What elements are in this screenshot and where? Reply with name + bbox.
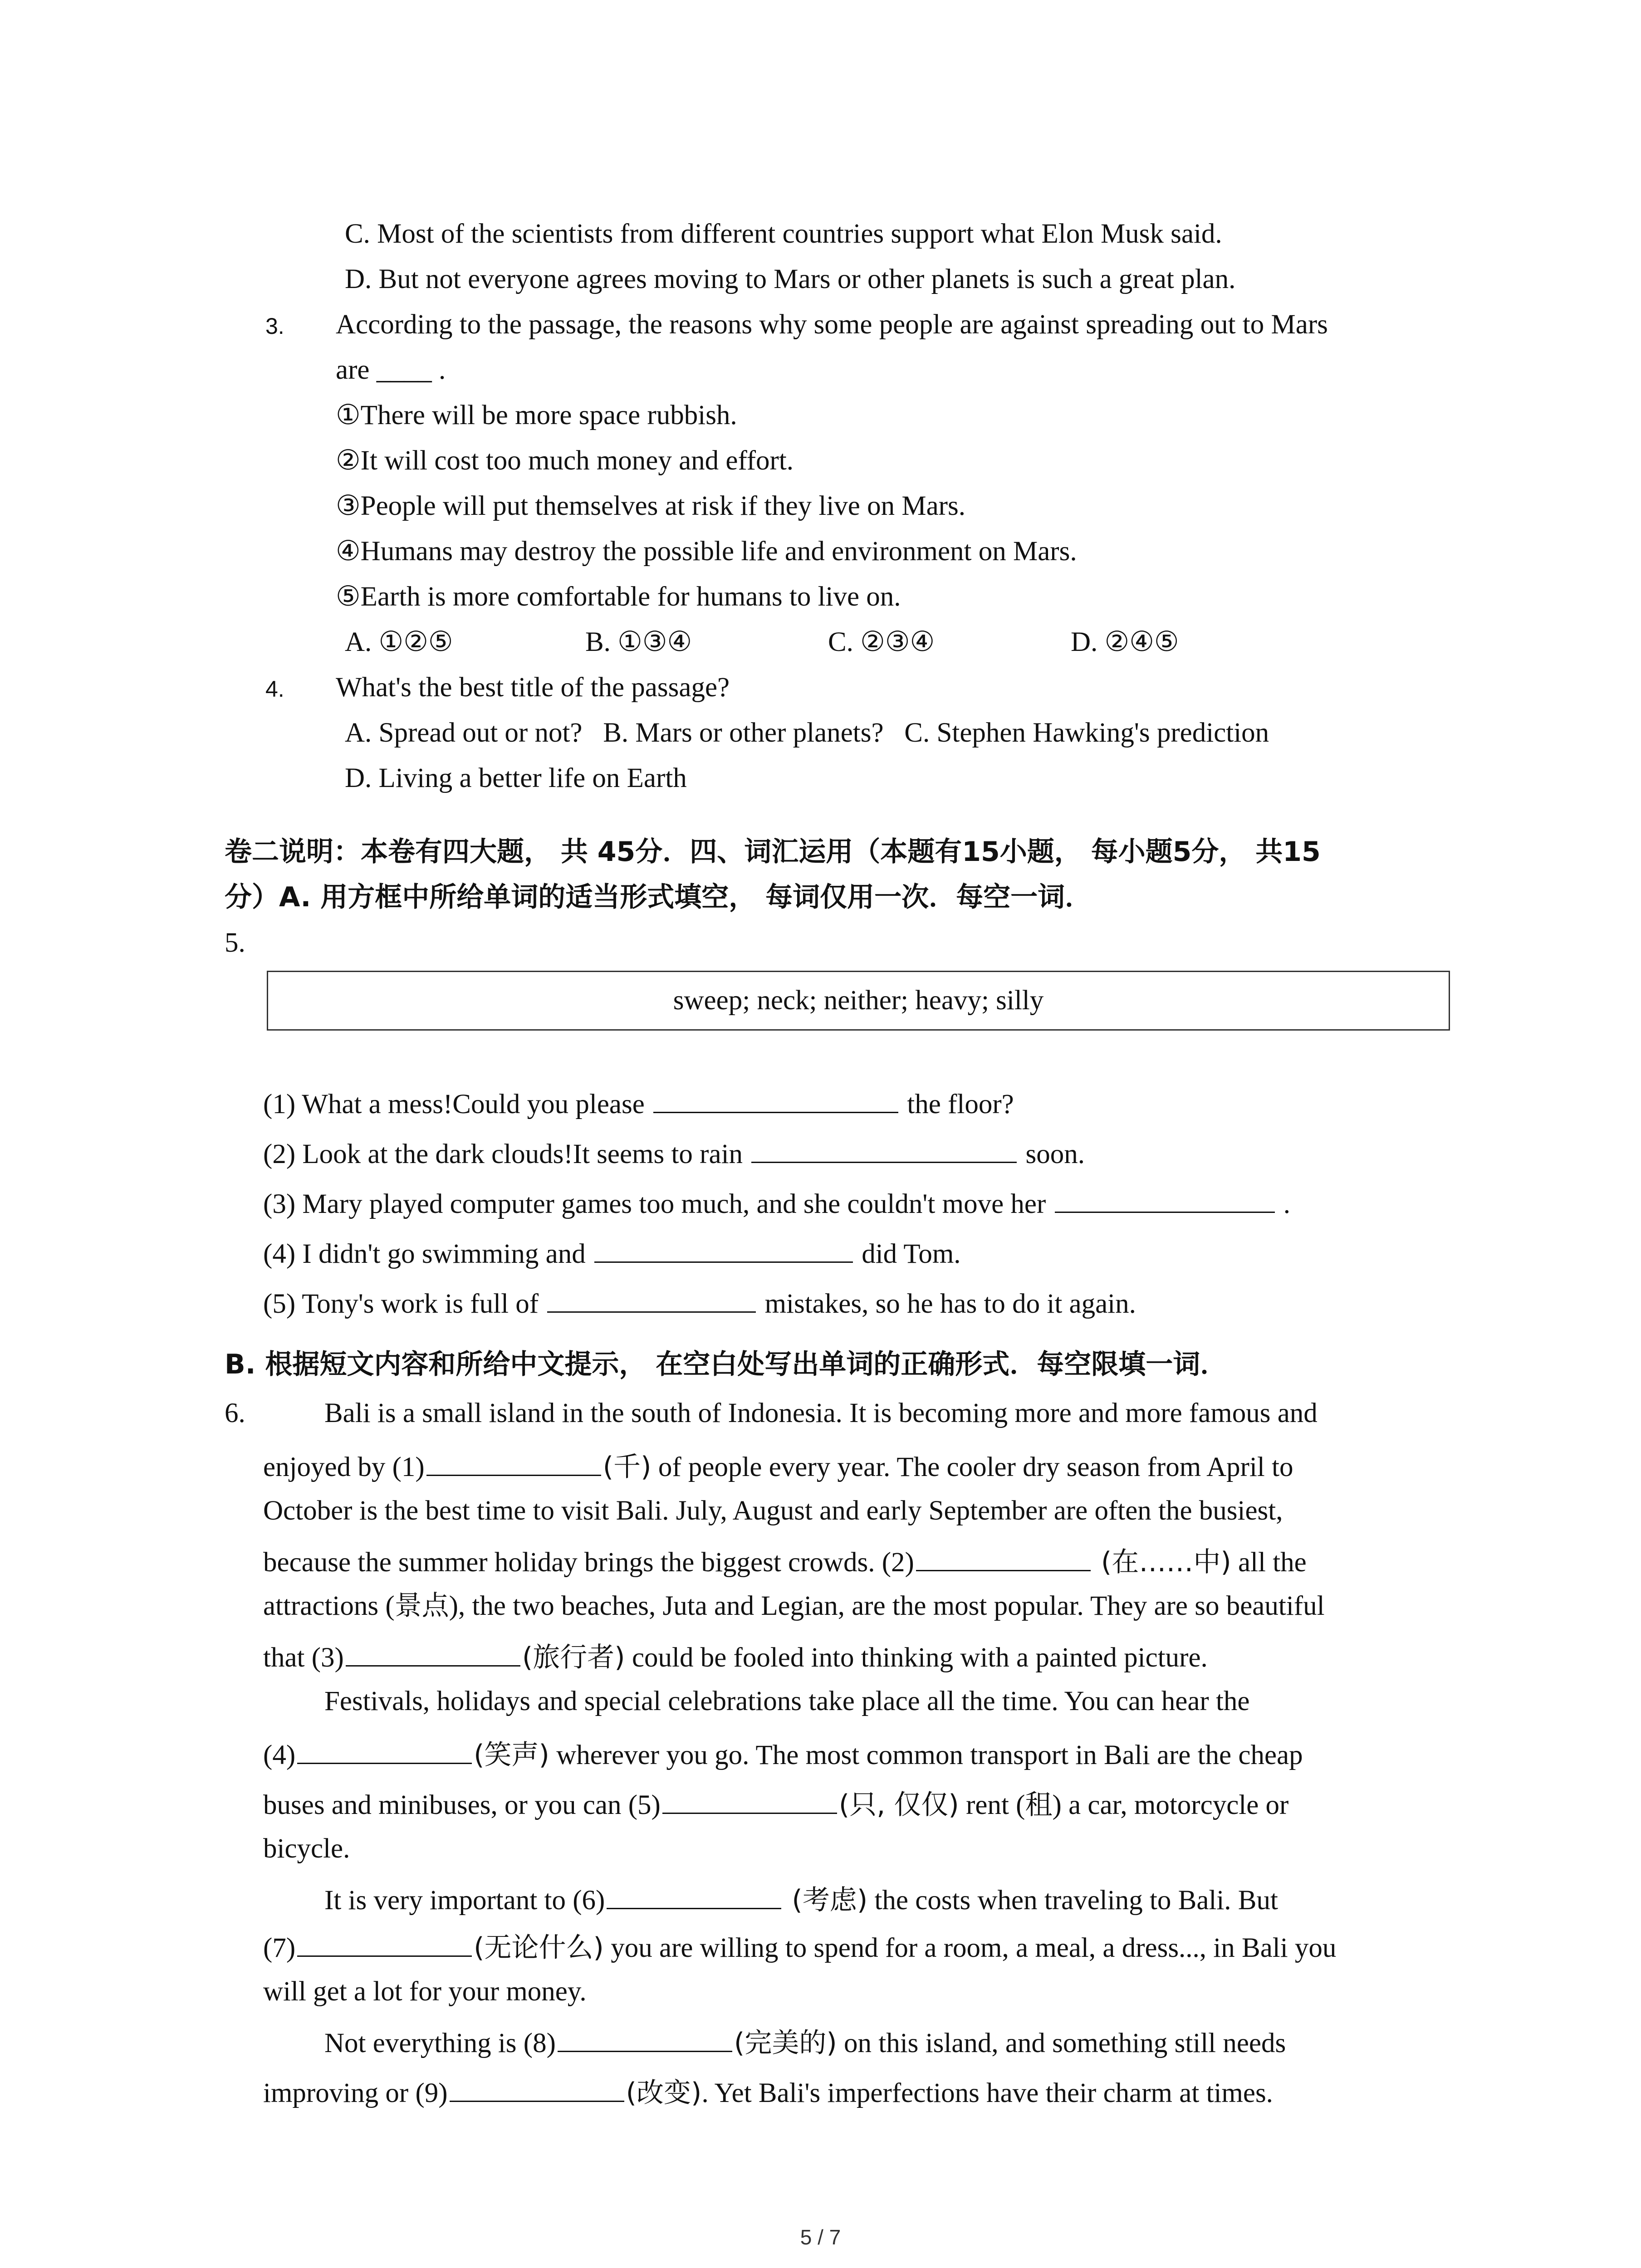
word-box [267,971,1450,1031]
q6-p2-line2: (4) (笑声) wherever you go. The most common transport in Bali are the cheap [263,1737,1303,1769]
answer-blank[interactable] [297,1737,472,1764]
answer-blank[interactable] [547,1286,756,1313]
word-box-text: sweep; neck; neither; heavy; silly [673,985,1044,1016]
section2-header-line1: 卷二说明：本卷有四大题， 共 45分．四、词汇运用（本题有15小题， 每小题5分， 共15 [225,836,1321,868]
q6-p3-line3: will get a lot for your money. [263,1976,587,2007]
answer-blank[interactable] [751,1136,1017,1163]
q3-item: ④Humans may destroy the possible life and environment on Mars. [336,536,1077,567]
q3-item: ②It will cost too much money and effort. [336,445,794,476]
q6-p1-line6: that (3) (旅行者) could be fooled into thinking with a painted picture. [263,1640,1208,1672]
q6-p4-line1: Not everything is (8) (完美的) on this island, and something still needs [324,2025,1286,2057]
q4-options-line1: A. Spread out or not? B. Mars or other planets? C. Stephen Hawking's prediction [345,718,1269,748]
q2-option-c: C. Most of the scientists from different countries support what Elon Musk said. [345,219,1222,249]
q4-stem: What's the best title of the passage? [336,672,730,703]
q5-sentence-5: (5) Tony's work is full of mistakes, so he has to do it again. [263,1286,1136,1318]
q5-sentence-2: (2) Look at the dark clouds!It seems to rain soon. [263,1136,1085,1168]
q5-sentence-1: (1) What a mess!Could you please the floor? [263,1086,1014,1118]
q6-p1-line4: because the summer holiday brings the biggest crowds. (2) (在……中) all the [263,1545,1307,1576]
answer-blank[interactable] [558,2025,732,2052]
section2-header-line2: 分）A. 用方框中所给单词的适当形式填空， 每词仅用一次．每空一词． [225,881,1092,913]
q6-number: 6. [225,1398,245,1428]
page-number: 5 / 7 [800,2225,841,2249]
q5-number: 5. [225,928,245,958]
q6-p2-line1: Festivals, holidays and special celebrations take place all the time. You can hear the [324,1686,1250,1716]
answer-blank[interactable] [346,1640,520,1667]
answer-blank[interactable] [916,1545,1091,1571]
q6-p2-line3: buses and minibuses, or you can (5) (只, 仅仅) rent (租) a car, motorcycle or [263,1787,1288,1819]
answer-blank[interactable] [607,1882,781,1909]
answer-blank[interactable] [594,1236,853,1263]
q6-p1-line2: enjoyed by (1) (千) of people every year. The cooler dry season from April to [263,1449,1293,1481]
q6-p2-line4: bicycle. [263,1833,350,1864]
q3-item: ⑤Earth is more comfortable for humans to live on. [336,582,901,612]
sectionB-header: B. 根据短文内容和所给中文提示， 在空白处写出单词的正确形式．每空限填一词． [225,1349,1228,1380]
answer-blank[interactable] [662,1787,837,1814]
q6-p4-line2: improving or (9) (改变). Yet Bali's imperfections have their charm at times. [263,2075,1273,2107]
answer-blank[interactable] [426,1449,601,1476]
q3-item: ③People will put themselves at risk if they live on Mars. [336,491,965,521]
answer-blank[interactable] [297,1930,472,1957]
q3-stem-line2: are ____ . [336,355,446,385]
q3-option-a: A. ①②⑤ [345,627,453,657]
answer-blank[interactable] [1055,1186,1275,1213]
q6-p1-line3: October is the best time to visit Bali. July, August and early September are often the busiest, [263,1496,1283,1526]
q3-option-d: D. ②④⑤ [1071,627,1179,657]
q5-sentence-4: (4) I didn't go swimming and did Tom. [263,1236,961,1268]
q4-number: 4. [265,676,284,702]
q3-number: 3. [265,313,284,339]
q2-option-d: D. But not everyone agrees moving to Mars or other planets is such a great plan. [345,264,1236,294]
q3-option-b: B. ①③④ [585,627,692,657]
q6-p1-line5: attractions (景点), the two beaches, Juta and Legian, are the most popular. They are so beautiful [263,1590,1325,1622]
q6-p1-line1: Bali is a small island in the south of Indonesia. It is becoming more and more famous and [324,1398,1318,1428]
answer-blank[interactable] [653,1086,898,1113]
q3-item: ①There will be more space rubbish. [336,400,737,430]
q3-stem-line1: According to the passage, the reasons why some people are against spreading out to Mars [336,309,1328,340]
q6-p3-line2: (7) (无论什么) you are willing to spend for a room, a meal, a dress..., in Bali you [263,1930,1336,1962]
answer-blank[interactable] [450,2075,624,2102]
q5-sentence-3: (3) Mary played computer games too much, and she couldn't move her . [263,1186,1290,1218]
q4-options-line2: D. Living a better life on Earth [345,763,687,793]
q3-option-c: C. ②③④ [828,627,935,657]
q6-p3-line1: It is very important to (6) (考虑) the costs when traveling to Bali. But [324,1882,1278,1914]
